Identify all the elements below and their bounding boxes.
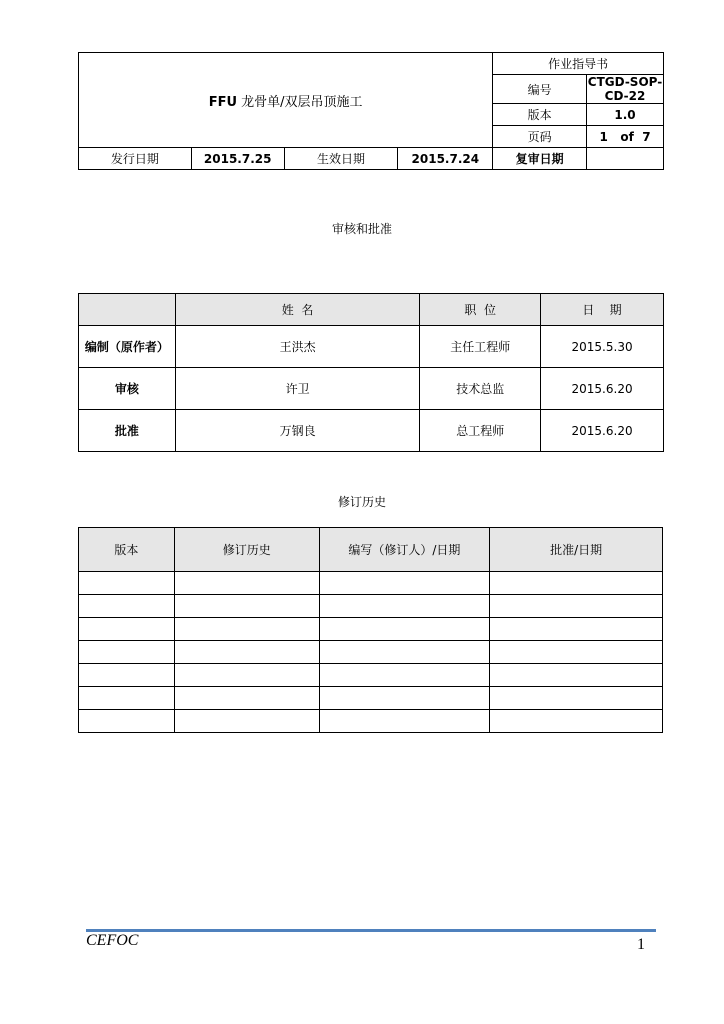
code-label: 编号 xyxy=(493,75,587,104)
document-title xyxy=(79,53,493,148)
doc-type: 作业指导书 xyxy=(493,53,664,75)
revision-empty-row xyxy=(79,618,663,641)
revision-header-row xyxy=(79,528,663,572)
revision-section-title: 修订历史 xyxy=(337,495,386,509)
approval-section-title: 审核和批准 xyxy=(331,222,392,236)
title-prefix: FFU xyxy=(208,94,238,110)
approval-col-name: 姓 名 xyxy=(175,294,420,326)
version-label: 版本 xyxy=(493,104,587,126)
approval-position: 主任工程师 xyxy=(420,326,541,368)
approval-col-position: 职 位 xyxy=(420,294,541,326)
revision-empty-row xyxy=(79,641,663,664)
revision-col-author: 编写（修订人）/日期 xyxy=(319,528,490,572)
approval-role: 编制（原作者） xyxy=(79,326,176,368)
page-value: 1 of 7 xyxy=(587,126,664,148)
approval-role: 批准 xyxy=(79,410,176,452)
version-value: 1.0 xyxy=(587,104,664,126)
approval-name: 许卫 xyxy=(175,368,420,410)
effective-date-value: 2015.7.24 xyxy=(398,148,493,170)
approval-row xyxy=(79,326,664,368)
approval-col-role xyxy=(79,294,176,326)
revision-col-history: 修订历史 xyxy=(174,528,319,572)
approval-date: 2015.6.20 xyxy=(541,410,664,452)
revision-empty-row xyxy=(79,664,663,687)
footer-page-number: 1 xyxy=(637,936,645,953)
title-rest: 龙骨单/双层吊顶施工 xyxy=(237,94,363,110)
revision-col-version: 版本 xyxy=(79,528,175,572)
approval-table xyxy=(78,293,664,452)
document-header-table xyxy=(78,52,664,170)
effective-date-label: 生效日期 xyxy=(284,148,398,170)
approval-row xyxy=(79,368,664,410)
revision-empty-row xyxy=(79,572,663,595)
footer-brand: CEFOC xyxy=(86,932,139,949)
issue-date-value: 2015.7.25 xyxy=(191,148,284,170)
approval-date: 2015.6.20 xyxy=(541,368,664,410)
review-date-value xyxy=(587,148,664,170)
review-date-label: 复审日期 xyxy=(493,148,587,170)
approval-col-date: 日 期 xyxy=(541,294,664,326)
approval-position: 技术总监 xyxy=(420,368,541,410)
footer-divider xyxy=(86,929,656,932)
approval-role: 审核 xyxy=(79,368,176,410)
revision-empty-row xyxy=(79,710,663,733)
approval-row xyxy=(79,410,664,452)
approval-name: 万钢良 xyxy=(175,410,420,452)
approval-position: 总工程师 xyxy=(420,410,541,452)
revision-col-approval: 批准/日期 xyxy=(490,528,663,572)
revision-empty-row xyxy=(79,687,663,710)
approval-name: 王洪杰 xyxy=(175,326,420,368)
issue-date-label: 发行日期 xyxy=(79,148,192,170)
approval-date: 2015.5.30 xyxy=(541,326,664,368)
revision-empty-row xyxy=(79,595,663,618)
revision-table xyxy=(78,527,663,733)
page-label: 页码 xyxy=(493,126,587,148)
code-value: CTGD-SOP-CD-22 xyxy=(587,75,663,103)
approval-header-row xyxy=(79,294,664,326)
